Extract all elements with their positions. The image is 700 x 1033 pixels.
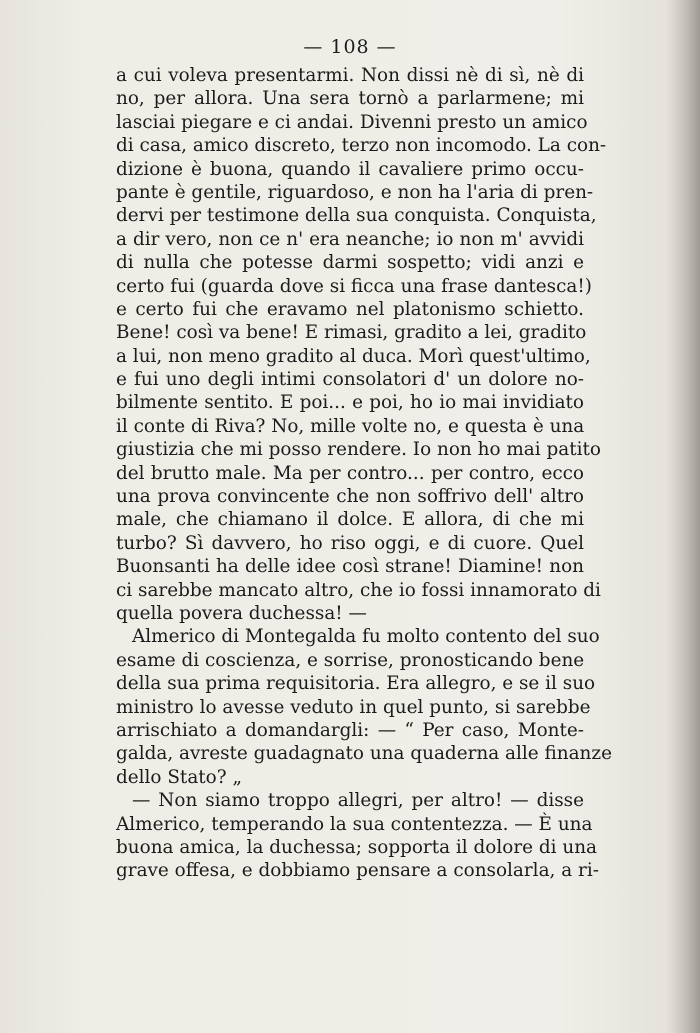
text-line: dello Stato? „ bbox=[116, 766, 242, 788]
text-line: e fui uno degli intimi consolatori d' un dolore no- bbox=[116, 369, 584, 391]
page-number: — 108 — bbox=[303, 36, 397, 58]
text-line: grave offesa, e dobbiamo pensare a consolarla, a ri- bbox=[116, 860, 599, 882]
text-line: — Non siamo troppo allegri, per altro! — disse bbox=[132, 790, 584, 812]
text-line: a lui, non meno gradito al duca. Morì quest'ultimo, bbox=[116, 345, 591, 367]
text-line: galda, avreste guadagnato una quaderna alle finanze bbox=[116, 743, 612, 765]
text-line: a dir vero, non ce n' era neanche; io non m' avvidi bbox=[116, 228, 584, 250]
text-line: dervi per testimone della sua conquista. Conquista, bbox=[116, 205, 597, 227]
text-line: ministro lo avesse veduto in quel punto, si sarebbe bbox=[116, 696, 591, 718]
text-line: Bene! così va bene! E rimasi, gradito a lei, gradito bbox=[116, 322, 587, 344]
text-line: il conte di Riva? No, mille volte no, e questa è una bbox=[116, 415, 585, 437]
text-line: male, che chiamano il dolce. E allora, di che mi bbox=[116, 509, 584, 531]
text-line: Buonsanti ha delle idee così strane! Diamine! non bbox=[116, 556, 584, 578]
text-line: turbo? Sì davvero, ho riso oggi, e di cuore. Quel bbox=[116, 532, 584, 554]
text-line: buona amica, la duchessa; sopporta il dolore di una bbox=[116, 836, 598, 858]
text-line: arrischiato a domandargli: — “ Per caso, Monte- bbox=[116, 719, 584, 741]
text-line: lasciai piegare e ci andai. Divenni presto un amico bbox=[116, 111, 588, 133]
text-line: di casa, amico discreto, terzo non incomodo. La con- bbox=[116, 135, 607, 157]
text-line: Almerico di Montegalda fu molto contento del suo bbox=[132, 626, 600, 648]
text-line: dizione è buona, quando il cavaliere primo occu- bbox=[116, 158, 584, 180]
text-line: bilmente sentito. E poi... e poi, ho io mai invidiato bbox=[116, 392, 584, 414]
text-line: a cui voleva presentarmi. Non dissi nè di sì, nè di bbox=[116, 65, 584, 86]
text-line: giustizia che mi posso rendere. Io non ho mai patito bbox=[116, 439, 601, 461]
text-line: del brutto male. Ma per contro... per contro, ecco bbox=[116, 462, 584, 484]
text-line: di nulla che potesse darmi sospetto; vidi anzi e bbox=[116, 252, 584, 274]
text-line: certo fui (guarda dove si ficca una frase dantesca!) bbox=[116, 275, 592, 297]
text-line: ci sarebbe mancato altro, che io fossi innamorato di bbox=[116, 579, 601, 601]
body-text bbox=[116, 64, 612, 883]
text-line: pante è gentile, riguardoso, e non ha l'aria di pren- bbox=[116, 181, 594, 203]
text-line: e certo fui che eravamo nel platonismo schietto. bbox=[116, 298, 584, 320]
text-line: esame di coscienza, e sorrise, pronosticando bene bbox=[116, 649, 585, 671]
text-line: quella povera duchessa! — bbox=[116, 602, 367, 624]
text-line: una prova convincente che non soffrivo dell' altro bbox=[116, 486, 584, 508]
text-line: Almerico, temperando la sua contentezza. — È una bbox=[116, 813, 593, 835]
text-line: della sua prima requisitoria. Era allegro, e se il suo bbox=[116, 673, 596, 695]
text-line: no, per allora. Una sera tornò a parlarmene; mi bbox=[116, 88, 584, 110]
page-edge-shadow bbox=[666, 0, 700, 1033]
